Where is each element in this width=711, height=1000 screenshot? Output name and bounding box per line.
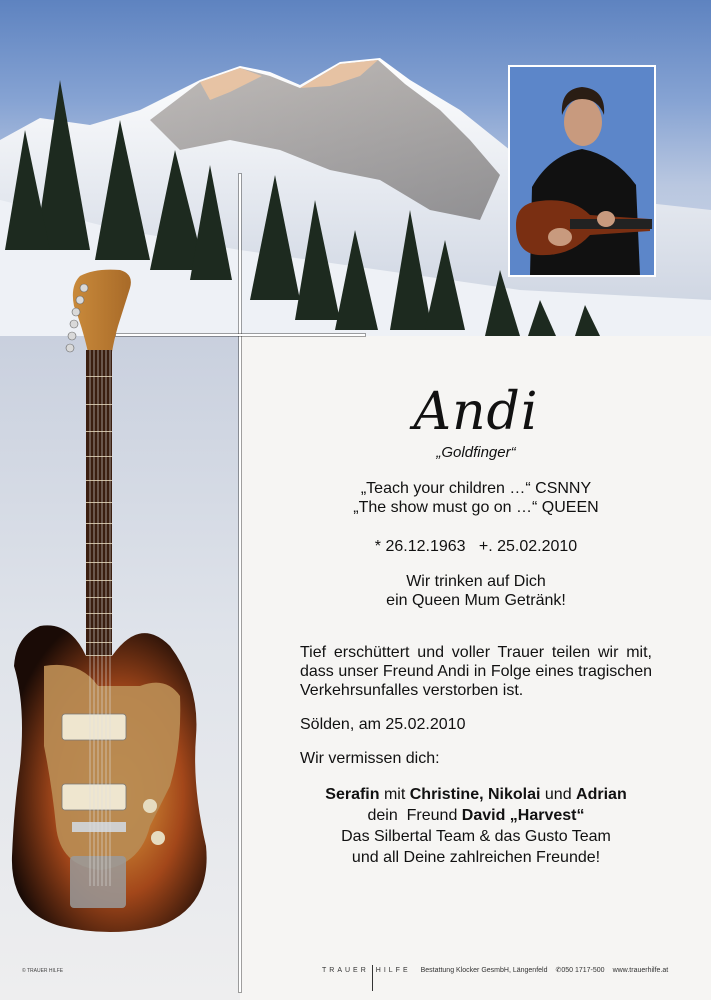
mourner-line: dein Freund David „Harvest“	[367, 807, 585, 824]
mourner-line: Serafin mit Christine, Nikolai und Adrian	[325, 786, 627, 803]
mourners-list	[300, 784, 652, 868]
life-dates: * 26.12.1963 +. 25.02.2010	[374, 538, 578, 555]
portrait-photo	[508, 65, 656, 277]
quote-line: „The show must go on …“ QUEEN	[353, 499, 599, 516]
toast-line: ein Queen Mum Getränk!	[386, 592, 566, 609]
guitar-illustration	[0, 266, 230, 946]
place-date: Sölden, am 25.02.2010	[300, 716, 466, 733]
phone-number: ✆050 1717-500	[555, 967, 605, 974]
mourner-line: und all Deine zahlreichen Freunde!	[351, 849, 601, 866]
copyright-note: © TRAUER HILFE	[22, 968, 64, 974]
footer	[322, 957, 668, 983]
mourner-line: Das Silbertal Team & das Gusto Team	[341, 828, 611, 845]
nickname: „Goldfinger“	[436, 444, 516, 461]
toast-line: Wir trinken auf Dich	[406, 573, 546, 590]
obituary-text	[300, 370, 652, 868]
trauerhilfe-logo: TRAUER HILFE	[322, 957, 413, 983]
portrait-image	[510, 67, 654, 275]
toast-text	[300, 572, 652, 610]
quote-line: „Teach your children …“ CSNNY	[360, 480, 592, 497]
miss-you-text: Wir vermissen dich:	[300, 750, 440, 767]
deceased-name: Andi	[413, 382, 539, 442]
website-link[interactable]: www.trauerhilfe.at	[612, 966, 669, 974]
cross-vertical-line	[239, 174, 241, 992]
announcement-text: Tief erschüttert und voller Trauer teilen wir mit, dass unser Freund Andi in Folge eines tragischen Verkehrsunfalles verstorben ist.	[300, 644, 652, 699]
guitar-image	[0, 266, 230, 951]
song-quotes	[300, 479, 652, 517]
company-name: Bestattung Klocker GesmbH, Längenfeld	[420, 966, 548, 974]
